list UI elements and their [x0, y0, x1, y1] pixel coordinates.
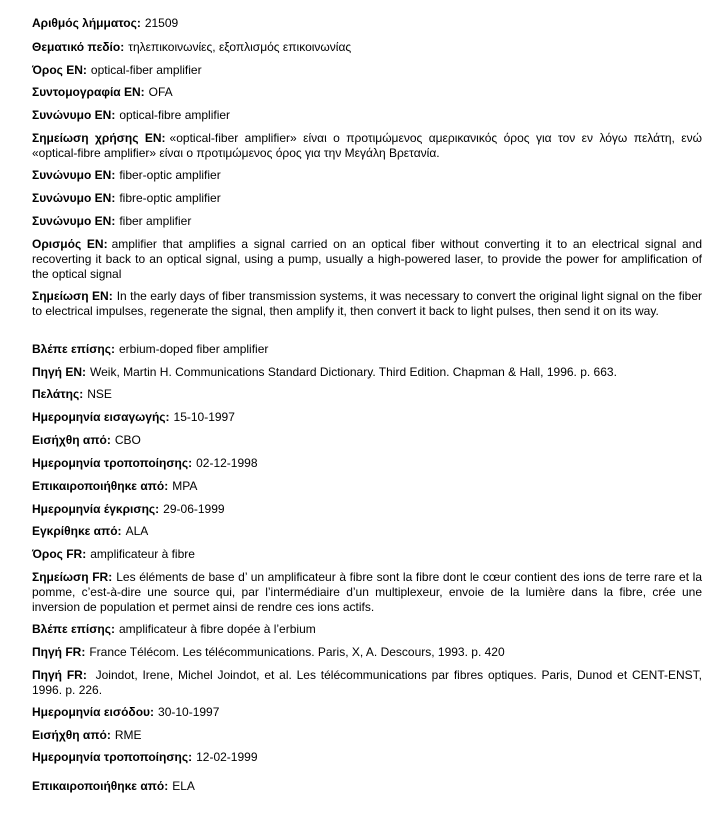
field-value: amplificateur à fibre [90, 547, 195, 561]
field-definition-en [32, 237, 702, 282]
field-value: 02-12-1998 [196, 456, 258, 470]
field-value: 30-10-1997 [158, 705, 220, 719]
field-label: Ορισμός EN: [32, 237, 108, 251]
field-value: RME [114, 728, 142, 742]
field-updated-by [32, 479, 702, 494]
field-label: Ημερομηνία εισαγωγής: [32, 410, 170, 424]
field-value: MPA [172, 479, 198, 493]
field-approved-by [32, 524, 702, 539]
field-value: fiber-optic amplifier [119, 168, 221, 182]
field-value: fiber amplifier [119, 214, 192, 228]
field-value: τηλεπικοινωνίες, εξοπλισμός επικοινωνίας [128, 40, 352, 54]
field-updated-by [32, 779, 702, 794]
field-label: Ημερομηνία τροποποίησης: [32, 456, 193, 470]
field-synonym-en [32, 191, 702, 206]
field-date-modified [32, 456, 702, 471]
field-value: fibre-optic amplifier [119, 191, 221, 205]
field-label: Σημείωση FR: [32, 570, 113, 584]
field-label: Πηγή FR: [32, 645, 86, 659]
field-label: Συνώνυμο EN: [32, 191, 116, 205]
field-label: Πελάτης: [32, 387, 84, 401]
field-value: France Télécom. Les télécommunications. Paris, X, A. Descours, 1993. p. 420 [89, 645, 505, 659]
field-see-also [32, 622, 702, 637]
field-label: Επικαιροποιήθηκε από: [32, 779, 169, 793]
field-label: Όρος FR: [32, 547, 87, 561]
field-value: ALA [125, 524, 149, 538]
field-entered-by [32, 433, 702, 448]
field-client [32, 387, 702, 402]
field-label: Συνώνυμο EN: [32, 214, 116, 228]
field-abbreviation-en [32, 85, 702, 100]
field-label: Επικαιροποιήθηκε από: [32, 479, 169, 493]
field-date-modified [32, 750, 702, 765]
field-label: Βλέπε επίσης: [32, 342, 115, 356]
field-label: Ημερομηνία έγκρισης: [32, 502, 160, 516]
field-value: 29-06-1999 [163, 502, 225, 516]
field-value: 15-10-1997 [173, 410, 235, 424]
field-value: optical-fiber amplifier [90, 63, 202, 77]
field-usage-note-en [32, 131, 702, 161]
field-date-approved [32, 502, 702, 517]
field-label: Ημερομηνία εισόδου: [32, 705, 155, 719]
field-source-fr [32, 668, 702, 698]
field-synonym-en [32, 108, 702, 123]
field-date-input [32, 705, 702, 720]
field-label: Θεματικό πεδίο: [32, 40, 125, 54]
field-label: Συνώνυμο EN: [32, 168, 116, 182]
field-label: Συνώνυμο EN: [32, 108, 116, 122]
field-value: ELA [172, 779, 195, 793]
field-label: Βλέπε επίσης: [32, 622, 115, 636]
field-value: optical-fibre amplifier [119, 108, 231, 122]
field-term-en [32, 63, 702, 78]
field-label: Πηγή FR: [32, 668, 87, 682]
field-source-en [32, 365, 702, 380]
field-label: Συντομογραφία EN: [32, 85, 145, 99]
field-value: CBO [114, 433, 141, 447]
field-synonym-en [32, 214, 702, 229]
field-label: Εισήχθη από: [32, 728, 111, 742]
field-note-en [32, 289, 702, 319]
field-label: Σημείωση χρήσης EN: [32, 131, 166, 145]
field-value: «optical-fiber amplifier» είναι ο προτιμώμενος αμερικανικός όρος για τον εν λόγω πελάτη, ενώ «optical-fibre amplifier» είναι ο προτιμώμενος όρος για την Μεγάλη Βρετανία. [32, 131, 703, 160]
field-value: In the early days of fiber transmission systems, it was necessary to convert the original light signal on the fiber to electrical impulses, regenerate the signal, then amplify it, then convert it back to light pulses, then send it on its way. [32, 289, 703, 318]
field-label: Πηγή EN: [32, 365, 86, 379]
field-value: erbium-doped fiber amplifier [118, 342, 269, 356]
field-term-fr [32, 547, 702, 562]
field-label: Εισήχθη από: [32, 433, 111, 447]
field-entry-number [32, 16, 702, 31]
field-value: 21509 [144, 16, 179, 30]
field-synonym-en [32, 168, 702, 183]
field-value: 12-02-1999 [196, 750, 258, 764]
field-label: Όρος EN: [32, 63, 87, 77]
field-entered-by [32, 728, 702, 743]
field-value: Joindot, Irene, Michel Joindot, et al. Les télécommunications par fibres optiques. Paris, Dunod et CENT-ENST, 1996. p. 226. [32, 668, 702, 697]
field-value: OFA [148, 85, 173, 99]
field-value: Les éléments de base d’ un amplificateur à fibre sont la fibre dont le cœur contient des ions de terre rare et la pomme, c’est-à-dire une source qui, par l’intermédiaire d’un multiplexeur, envoie de la lumière dans la fibre, crée une inversion de population et permet ainsi de rendre ces ions actifs. [32, 570, 703, 614]
field-value: NSE [87, 387, 112, 401]
field-subject [32, 40, 702, 55]
field-see-also [32, 342, 702, 357]
field-value: amplificateur à fibre dopée à l’erbium [118, 622, 316, 636]
field-label: Αριθμός λήμματος: [32, 16, 141, 30]
field-date-entered [32, 410, 702, 425]
field-label: Ημερομηνία τροποποίησης: [32, 750, 193, 764]
field-label: Σημείωση EN: [32, 289, 113, 303]
field-value: amplifier that amplifies a signal carried on an optical fiber without converting it to an electrical signal and recoverting it back to an optical signal, using a pump, usually a high-powered laser, to provide the power for amplification of the optical signal [32, 237, 702, 281]
field-source-fr [32, 645, 702, 660]
field-note-fr [32, 570, 702, 615]
field-value: Weik, Martin H. Communications Standard Dictionary. Third Edition. Chapman & Hall, 1996. p. 663. [90, 365, 617, 379]
field-label: Εγκρίθηκε από: [32, 524, 122, 538]
